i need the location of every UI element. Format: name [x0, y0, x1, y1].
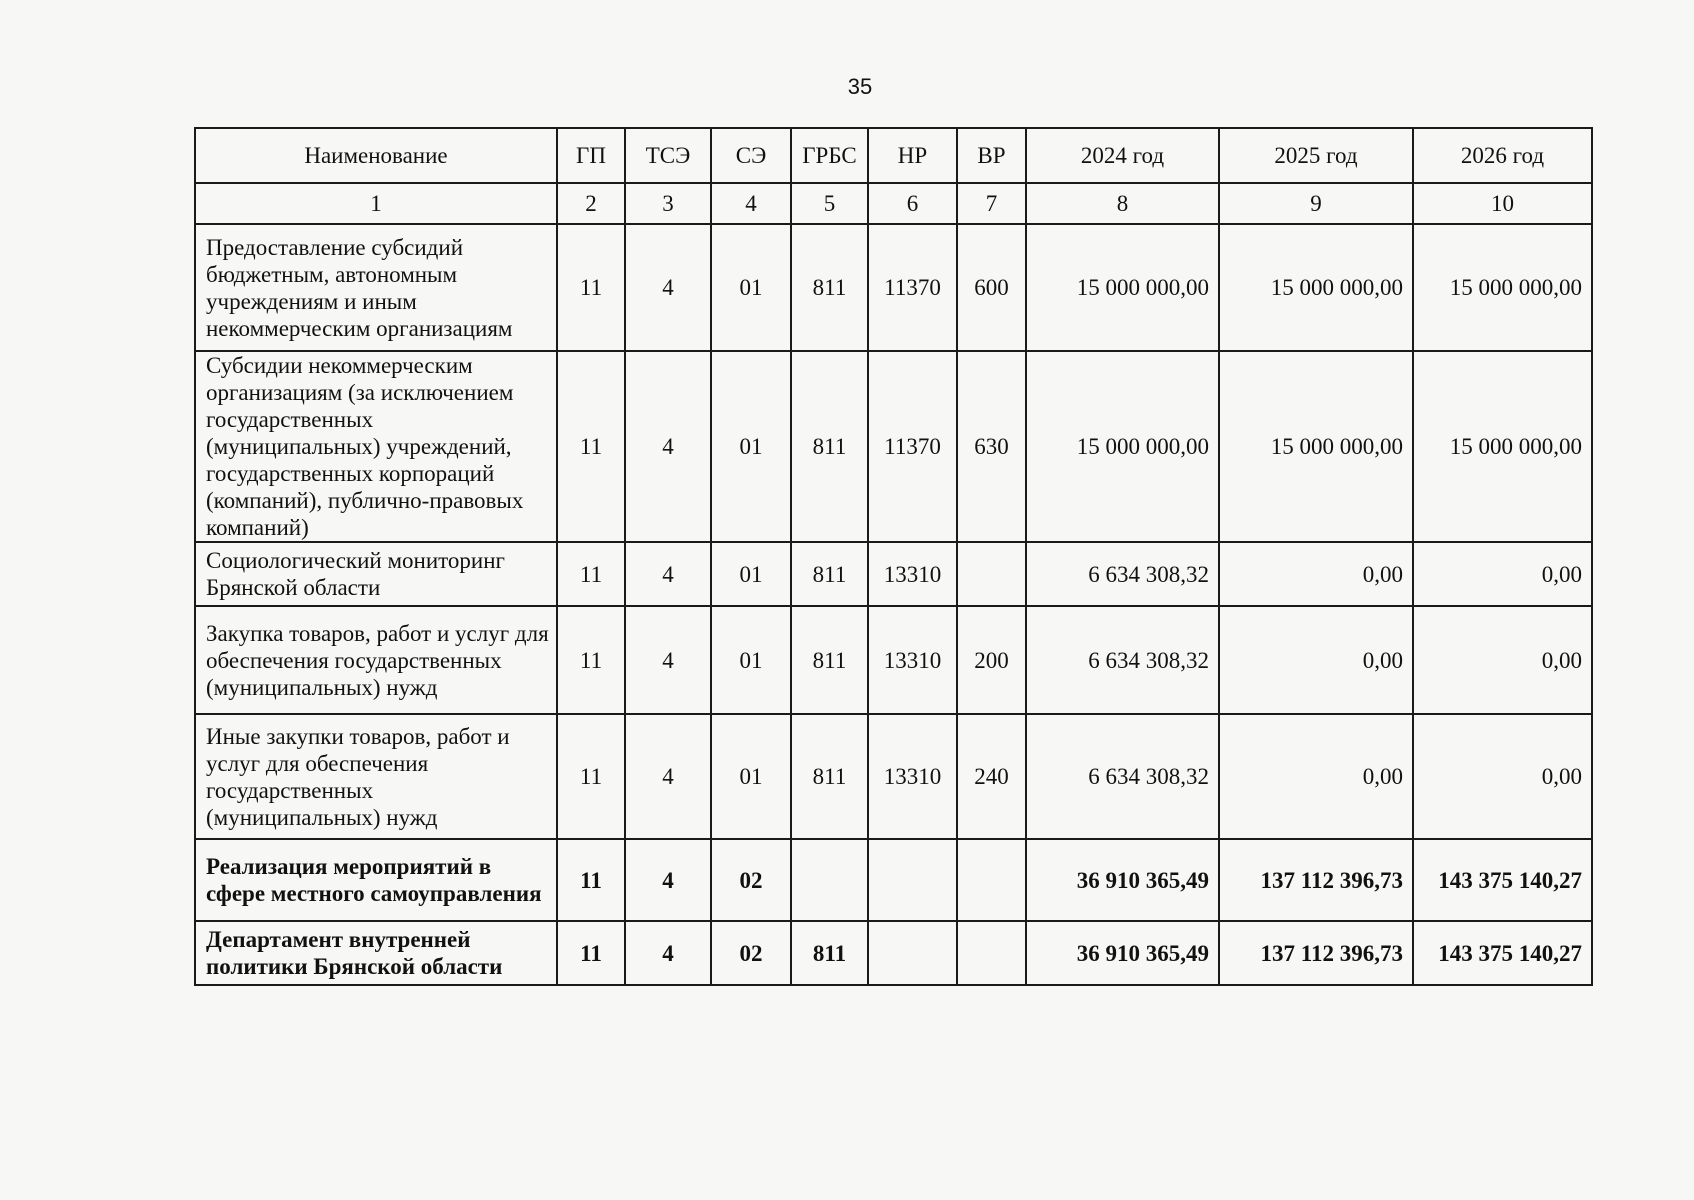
column-number: 7 — [957, 183, 1026, 224]
cell-gp: 11 — [557, 542, 625, 606]
header-name: Наименование — [195, 128, 557, 183]
column-number: 9 — [1219, 183, 1413, 224]
header-2026: 2026 год — [1413, 128, 1592, 183]
cell-tse: 4 — [625, 606, 711, 714]
table-row — [195, 351, 1592, 542]
table-row — [195, 921, 1592, 985]
header-gp: ГП — [557, 128, 625, 183]
cell-tse: 4 — [625, 542, 711, 606]
cell-gp: 11 — [557, 606, 625, 714]
cell-2025: 137 112 396,73 — [1219, 839, 1413, 921]
cell-grbs: 811 — [791, 224, 868, 351]
cell-2025: 15 000 000,00 — [1219, 224, 1413, 351]
column-number: 10 — [1413, 183, 1592, 224]
cell-se: 01 — [711, 714, 791, 839]
table-row — [195, 839, 1592, 921]
budget-table — [194, 127, 1593, 986]
page-number: 35 — [847, 74, 873, 99]
cell-2025: 137 112 396,73 — [1219, 921, 1413, 985]
cell-2026: 0,00 — [1413, 714, 1592, 839]
cell-grbs: 811 — [791, 351, 868, 542]
header-vr: ВР — [957, 128, 1026, 183]
cell-2025: 0,00 — [1219, 542, 1413, 606]
cell-2024: 6 634 308,32 — [1026, 542, 1219, 606]
cell-2024: 36 910 365,49 — [1026, 921, 1219, 985]
row-name: Предоставление субсидий бюджетным, автономным учреждениям и иным некоммерческим организациям — [195, 224, 557, 351]
cell-tse: 4 — [625, 714, 711, 839]
table-row — [195, 542, 1592, 606]
column-number: 5 — [791, 183, 868, 224]
cell-gp: 11 — [557, 839, 625, 921]
cell-2026: 15 000 000,00 — [1413, 351, 1592, 542]
cell-grbs: 811 — [791, 606, 868, 714]
cell-2026: 143 375 140,27 — [1413, 921, 1592, 985]
table-row — [195, 606, 1592, 714]
cell-se: 01 — [711, 606, 791, 714]
cell-vr: 240 — [957, 714, 1026, 839]
row-name: Иные закупки товаров, работ и услуг для обеспечения государственных (муниципальных) нужд — [195, 714, 557, 839]
cell-2024: 6 634 308,32 — [1026, 714, 1219, 839]
cell-se: 01 — [711, 542, 791, 606]
cell-vr — [957, 921, 1026, 985]
cell-grbs: 811 — [791, 714, 868, 839]
cell-2026: 143 375 140,27 — [1413, 839, 1592, 921]
cell-tse: 4 — [625, 921, 711, 985]
cell-gp: 11 — [557, 714, 625, 839]
cell-tse: 4 — [625, 351, 711, 542]
cell-nr: 11370 — [868, 351, 957, 542]
column-number-row — [195, 183, 1592, 224]
cell-vr: 630 — [957, 351, 1026, 542]
column-number: 2 — [557, 183, 625, 224]
cell-nr: 11370 — [868, 224, 957, 351]
cell-nr: 13310 — [868, 606, 957, 714]
cell-2024: 36 910 365,49 — [1026, 839, 1219, 921]
cell-nr: 13310 — [868, 542, 957, 606]
column-number: 1 — [195, 183, 557, 224]
column-number: 4 — [711, 183, 791, 224]
row-name: Субсидии некоммерческим организациям (за исключением государственных (муниципальных) учреждений, государственных корпораций (компаний), публично-правовых компаний) — [195, 351, 557, 542]
cell-gp: 11 — [557, 224, 625, 351]
cell-2026: 15 000 000,00 — [1413, 224, 1592, 351]
cell-nr: 13310 — [868, 714, 957, 839]
cell-2025: 0,00 — [1219, 714, 1413, 839]
row-name: Департамент внутренней политики Брянской области — [195, 921, 557, 985]
row-name: Реализация мероприятий в сфере местного самоуправления — [195, 839, 557, 921]
header-row — [195, 128, 1592, 183]
header-nr: НР — [868, 128, 957, 183]
cell-2026: 0,00 — [1413, 606, 1592, 714]
header-tse: ТСЭ — [625, 128, 711, 183]
table-row — [195, 714, 1592, 839]
column-number: 6 — [868, 183, 957, 224]
cell-se: 02 — [711, 921, 791, 985]
cell-gp: 11 — [557, 921, 625, 985]
cell-2024: 15 000 000,00 — [1026, 224, 1219, 351]
cell-gp: 11 — [557, 351, 625, 542]
cell-tse: 4 — [625, 224, 711, 351]
header-2025: 2025 год — [1219, 128, 1413, 183]
table-row — [195, 224, 1592, 351]
cell-nr — [868, 921, 957, 985]
cell-se: 01 — [711, 351, 791, 542]
cell-grbs: 811 — [791, 921, 868, 985]
cell-grbs: 811 — [791, 542, 868, 606]
cell-se: 02 — [711, 839, 791, 921]
cell-2024: 15 000 000,00 — [1026, 351, 1219, 542]
cell-grbs — [791, 839, 868, 921]
column-number: 8 — [1026, 183, 1219, 224]
cell-2025: 15 000 000,00 — [1219, 351, 1413, 542]
row-name: Социологический мониторинг Брянской области — [195, 542, 557, 606]
header-grbs: ГРБС — [791, 128, 868, 183]
cell-vr — [957, 542, 1026, 606]
header-2024: 2024 год — [1026, 128, 1219, 183]
cell-vr: 600 — [957, 224, 1026, 351]
cell-2024: 6 634 308,32 — [1026, 606, 1219, 714]
cell-tse: 4 — [625, 839, 711, 921]
header-se: СЭ — [711, 128, 791, 183]
row-name: Закупка товаров, работ и услуг для обеспечения государственных (муниципальных) нужд — [195, 606, 557, 714]
cell-vr — [957, 839, 1026, 921]
cell-se: 01 — [711, 224, 791, 351]
cell-2026: 0,00 — [1413, 542, 1592, 606]
cell-2025: 0,00 — [1219, 606, 1413, 714]
cell-vr: 200 — [957, 606, 1026, 714]
cell-nr — [868, 839, 957, 921]
column-number: 3 — [625, 183, 711, 224]
